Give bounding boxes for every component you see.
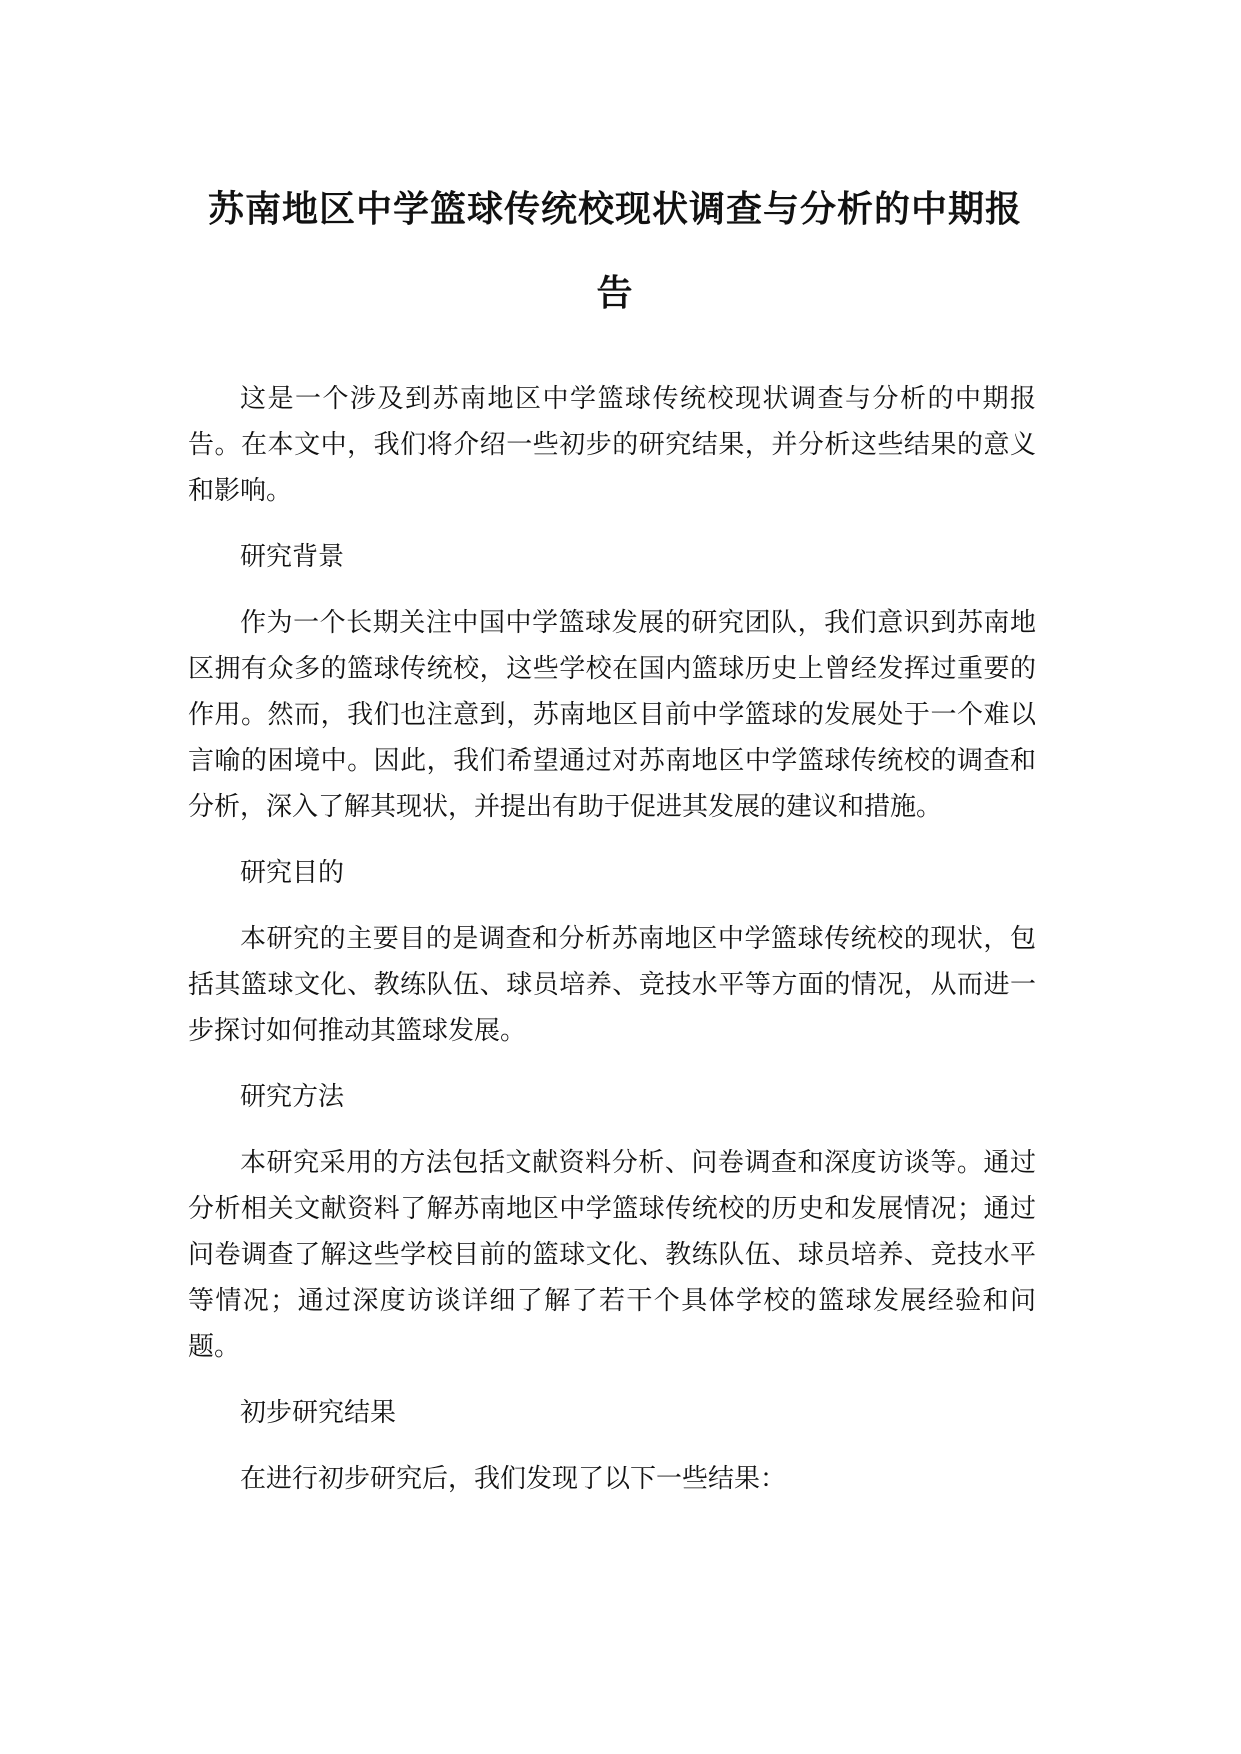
section-heading-background: 研究背景 bbox=[240, 542, 345, 572]
section-heading-results: 初步研究结果 bbox=[240, 1398, 397, 1428]
results-paragraph: 在进行初步研究后，我们发现了以下一些结果： bbox=[240, 1464, 787, 1494]
section-heading-method: 研究方法 bbox=[240, 1082, 345, 1112]
document-body bbox=[188, 376, 1036, 1522]
purpose-paragraph: 本研究的主要目的是调查和分析苏南地区中学篮球传统校的现状，包括其篮球文化、教练队伍、球员培养、竞技水平等方面的情况，从而进一步探讨如何推动其篮球发展。 bbox=[188, 924, 1036, 1046]
section-heading-purpose: 研究目的 bbox=[240, 858, 345, 888]
document-title: 苏南地区中学篮球传统校现状调查与分析的中期报告 bbox=[207, 189, 1022, 314]
intro-paragraph: 这是一个涉及到苏南地区中学篮球传统校现状调查与分析的中期报告。在本文中，我们将介绍一些初步的研究结果，并分析这些结果的意义和影响。 bbox=[188, 384, 1036, 506]
background-paragraph: 作为一个长期关注中国中学篮球发展的研究团队，我们意识到苏南地区拥有众多的篮球传统校，这些学校在国内篮球历史上曾经发挥过重要的作用。然而，我们也注意到，苏南地区目前中学篮球的发展处于一个难以言喻的困境中。因此，我们希望通过对苏南地区中学篮球传统校的调查和分析，深入了解其现状，并提出有助于促进其发展的建议和措施。 bbox=[188, 608, 1036, 822]
method-paragraph: 本研究采用的方法包括文献资料分析、问卷调查和深度访谈等。通过分析相关文献资料了解苏南地区中学篮球传统校的历史和发展情况；通过问卷调查了解这些学校目前的篮球文化、教练队伍、球员培养、竞技水平等情况；通过深度访谈详细了解了若干个具体学校的篮球发展经验和问题。 bbox=[188, 1148, 1036, 1362]
